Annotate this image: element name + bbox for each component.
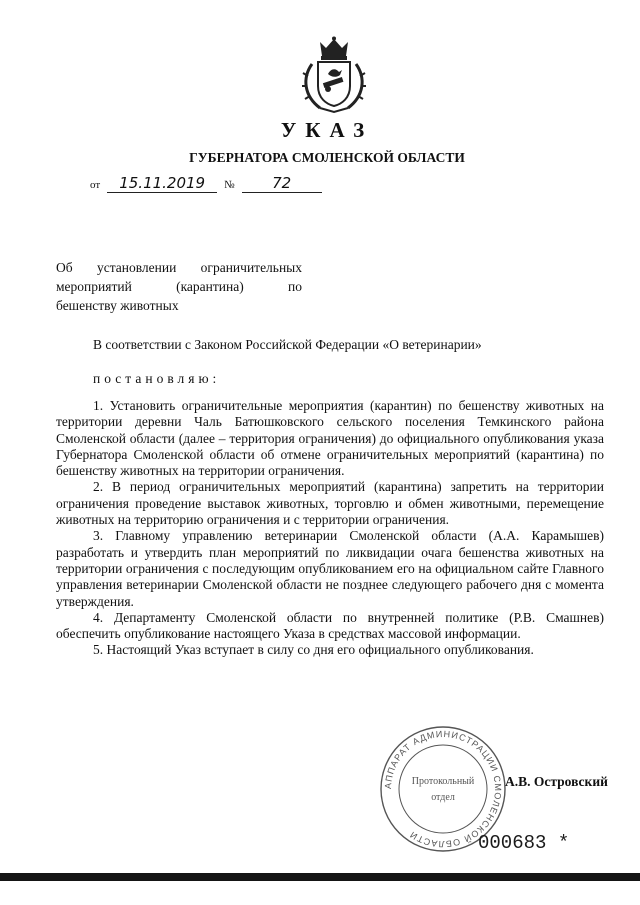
coat-of-arms-emblem <box>298 36 370 114</box>
document-subtitle: ГУБЕРНАТОРА СМОЛЕНСКОЙ ОБЛАСТИ <box>189 150 465 165</box>
date-number-line <box>90 174 322 193</box>
document-body <box>56 398 604 659</box>
stamp-center-line2: отдел <box>431 792 455 803</box>
date-value: 15.11.2019 <box>107 174 217 193</box>
signer-name: А.В. Островский <box>505 774 608 789</box>
paragraph-2: 2. В период ограничительных мероприятий (карантина) запретить на территории ограничения проведение выставок животных, торговлю и обмен животными, перемещение животных на территорию ограничения и с территории ограничения. <box>56 479 604 528</box>
subject-line: бешенству животных <box>56 298 179 313</box>
decree-word: постановляю: <box>93 371 221 386</box>
preamble-text: В соответствии с Законом Российской Федерации «О ветеринарии» <box>93 337 482 352</box>
serial-number: 000683 * <box>478 832 570 854</box>
bottom-rule <box>0 873 640 881</box>
number-prefix: № <box>224 179 235 191</box>
document-subject <box>56 258 302 315</box>
paragraph-3: 3. Главному управлению ветеринарии Смоленской области (А.А. Карамышев) разработать и утвердить план мероприятий по ликвидации очага бешенства животных на территории ограничения с последующим опубликованием его на официальном сайте Главного управления ветеринарии Смоленской области не позднее следующего рабочего дня с момента утверждения. <box>56 528 604 609</box>
paragraph-1: 1. Установить ограничительные мероприятия (карантин) по бешенству животных на территории деревни Чаль Батюшковского сельского поселения Темкинского района Смоленской области (далее – территория ограничения) до официального опубликования указа Губернатора Смоленской области об отмене ограничительных мероприятий (карантина) по бешенству животных на территории ограничения. <box>56 398 604 479</box>
stamp-ring-text: АППАРАТ АДМИНИСТРАЦИИ СМОЛЕНСКОЙ ОБЛАСТИ <box>382 728 504 850</box>
subject-line: мероприятий (карантина) по <box>56 279 302 294</box>
date-prefix: от <box>90 179 101 191</box>
document-title: УКАЗ <box>280 118 374 142</box>
stamp-center-line1: Протокольный <box>411 776 475 787</box>
number-value: 72 <box>242 174 322 193</box>
paragraph-5: 5. Настоящий Указ вступает в силу со дня его официального опубликования. <box>93 642 534 658</box>
subject-line: Об установлении ограничительных <box>56 260 302 275</box>
paragraph-4: 4. Департаменту Смоленской области по внутренней политике (Р.В. Смашнев) обеспечить опубликование настоящего Указа в средствах массовой информации. <box>56 609 604 642</box>
